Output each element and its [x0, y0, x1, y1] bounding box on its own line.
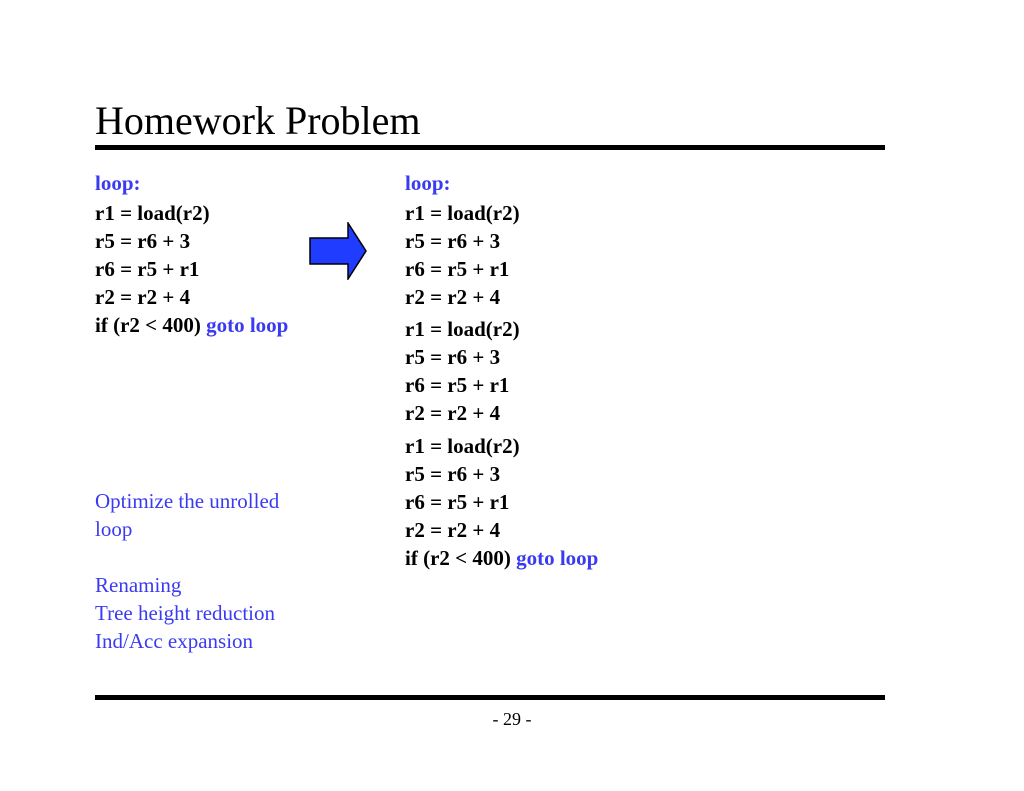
right-branch-line	[405, 544, 598, 572]
page-number: - 29 -	[492, 709, 532, 729]
left-branch-line	[95, 311, 288, 339]
right-loop-label: loop:	[405, 171, 451, 195]
right-code-line: r5 = r6 + 3	[405, 229, 501, 253]
right-code-line: r5 = r6 + 3	[405, 345, 501, 369]
slide-title: Homework Problem	[95, 98, 421, 143]
right-code-line: r5 = r6 + 3	[405, 462, 501, 486]
footer-rule	[95, 695, 885, 700]
note-line: loop	[95, 517, 133, 541]
right-branch-cond: if (r2 < 400)	[405, 546, 511, 570]
right-branch-target: goto loop	[516, 546, 599, 570]
left-code-line: r5 = r6 + 3	[95, 229, 191, 253]
right-code-line: r6 = r5 + r1	[405, 257, 510, 281]
left-code-line: r1 = load(r2)	[95, 201, 210, 225]
note-line: Tree height reduction	[95, 601, 276, 625]
title-rule	[95, 145, 885, 150]
right-arrow-icon	[309, 222, 367, 280]
note-line: Optimize the unrolled	[95, 489, 280, 513]
left-branch-cond: if (r2 < 400)	[95, 313, 201, 337]
right-code-line: r1 = load(r2)	[405, 317, 520, 341]
right-code-line: r2 = r2 + 4	[405, 401, 501, 425]
left-code-line: r6 = r5 + r1	[95, 257, 200, 281]
note-line: Renaming	[95, 573, 182, 597]
right-code-line: r1 = load(r2)	[405, 201, 520, 225]
right-code-line: r6 = r5 + r1	[405, 490, 510, 514]
left-branch-target: goto loop	[206, 313, 289, 337]
note-line: Ind/Acc expansion	[95, 629, 254, 653]
left-loop-label: loop:	[95, 171, 141, 195]
right-code-line: r2 = r2 + 4	[405, 518, 501, 542]
right-code-line: r6 = r5 + r1	[405, 373, 510, 397]
right-code-line: r2 = r2 + 4	[405, 285, 501, 309]
left-code-line: r2 = r2 + 4	[95, 285, 191, 309]
right-code-line: r1 = load(r2)	[405, 434, 520, 458]
